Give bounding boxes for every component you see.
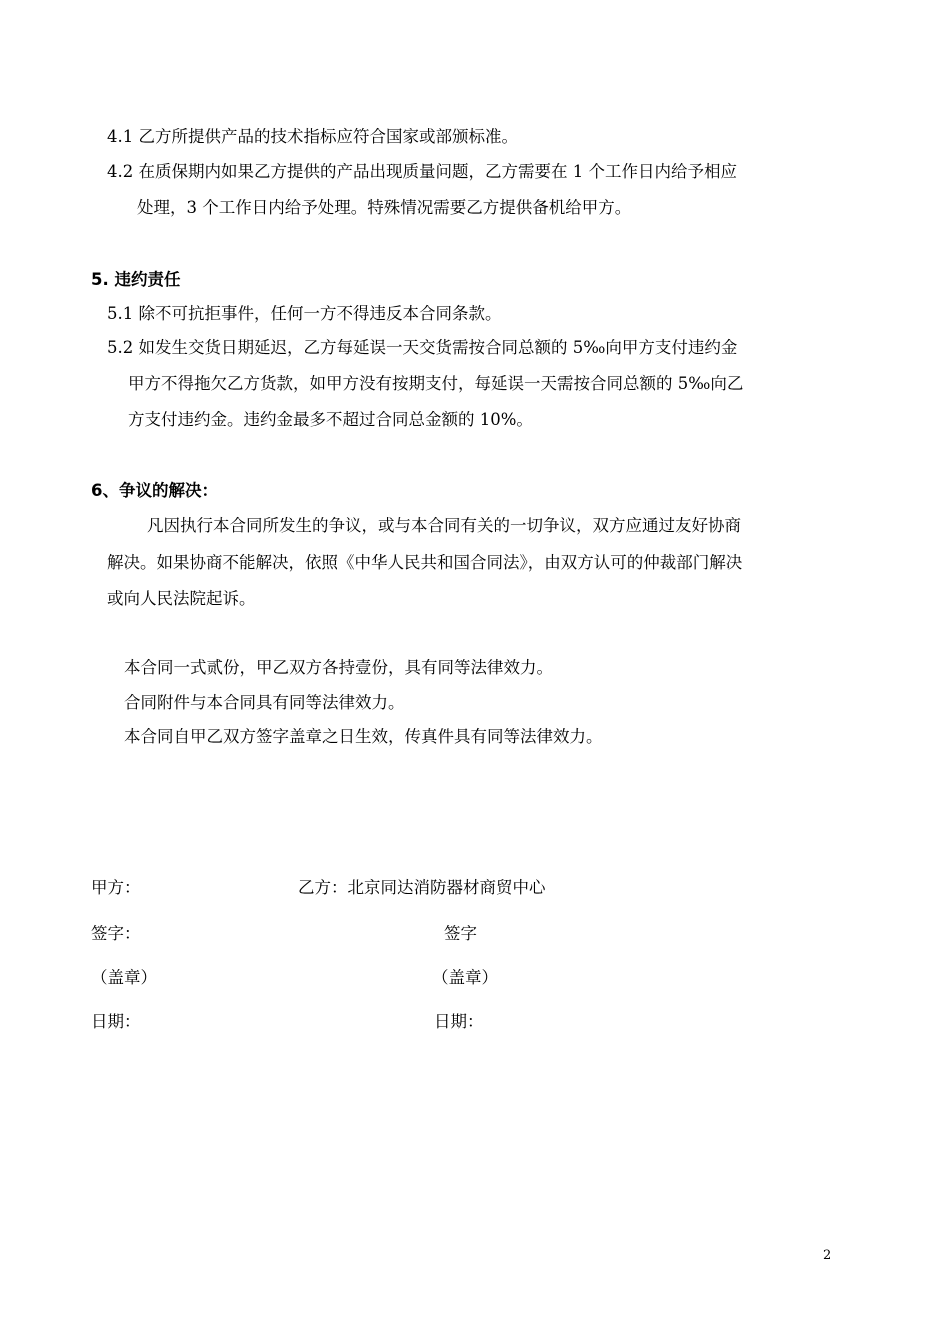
clause-4-1: 4.1 乙方所提供产品的技术指标应符合国家或部颁标准。: [107, 127, 518, 146]
closing-line-copies: 本合同一式贰份，甲乙双方各持壹份，具有同等法律效力。: [124, 658, 553, 677]
section-5-heading: 5. 违约责任: [91, 270, 181, 289]
party-a-seal: （盖章）: [91, 968, 157, 987]
dispute-paragraph-line-1: 凡因执行本合同所发生的争议，或与本合同有关的一切争议，双方应通过友好协商: [147, 516, 741, 535]
party-b-sign: 签字: [444, 924, 477, 943]
party-b-date: 日期：: [434, 1012, 484, 1031]
clause-5-2-line-1: 5.2 如发生交货日期延迟，乙方每延误一天交货需按合同总额的 5‰向甲方支付违约金: [107, 338, 738, 357]
clause-5-1: 5.1 除不可抗拒事件，任何一方不得违反本合同条款。: [107, 304, 502, 323]
party-b-label: 乙方：北京同达消防器材商贸中心: [298, 878, 546, 897]
clause-4-2-line-1: 4.2 在质保期内如果乙方提供的产品出现质量问题，乙方需要在 1 个工作日内给予相应: [107, 162, 737, 181]
section-6-heading: 6、争议的解决：: [91, 481, 218, 500]
closing-line-attachments: 合同附件与本合同具有同等法律效力。: [124, 693, 405, 712]
party-a-label: 甲方：: [91, 878, 141, 897]
party-a-date: 日期：: [91, 1012, 141, 1031]
dispute-paragraph-line-3: 或向人民法院起诉。: [107, 589, 256, 608]
closing-line-effective: 本合同自甲乙双方签字盖章之日生效，传真件具有同等法律效力。: [124, 727, 603, 746]
party-a-sign: 签字：: [91, 924, 141, 943]
clause-5-2-line-3: 方支付违约金。违约金最多不超过合同总金额的 10%。: [128, 410, 533, 429]
clause-4-2-line-2: 处理，3 个工作日内给予处理。特殊情况需要乙方提供备机给甲方。: [137, 198, 632, 217]
dispute-paragraph-line-2: 解决。如果协商不能解决，依照《中华人民共和国合同法》，由双方认可的仲裁部门解决: [107, 553, 743, 572]
party-b-seal: （盖章）: [432, 968, 498, 987]
page-number: 2: [823, 1248, 832, 1263]
clause-5-2-line-2: 甲方不得拖欠乙方货款，如甲方没有按期支付，每延误一天需按合同总额的 5‰向乙: [128, 374, 744, 393]
